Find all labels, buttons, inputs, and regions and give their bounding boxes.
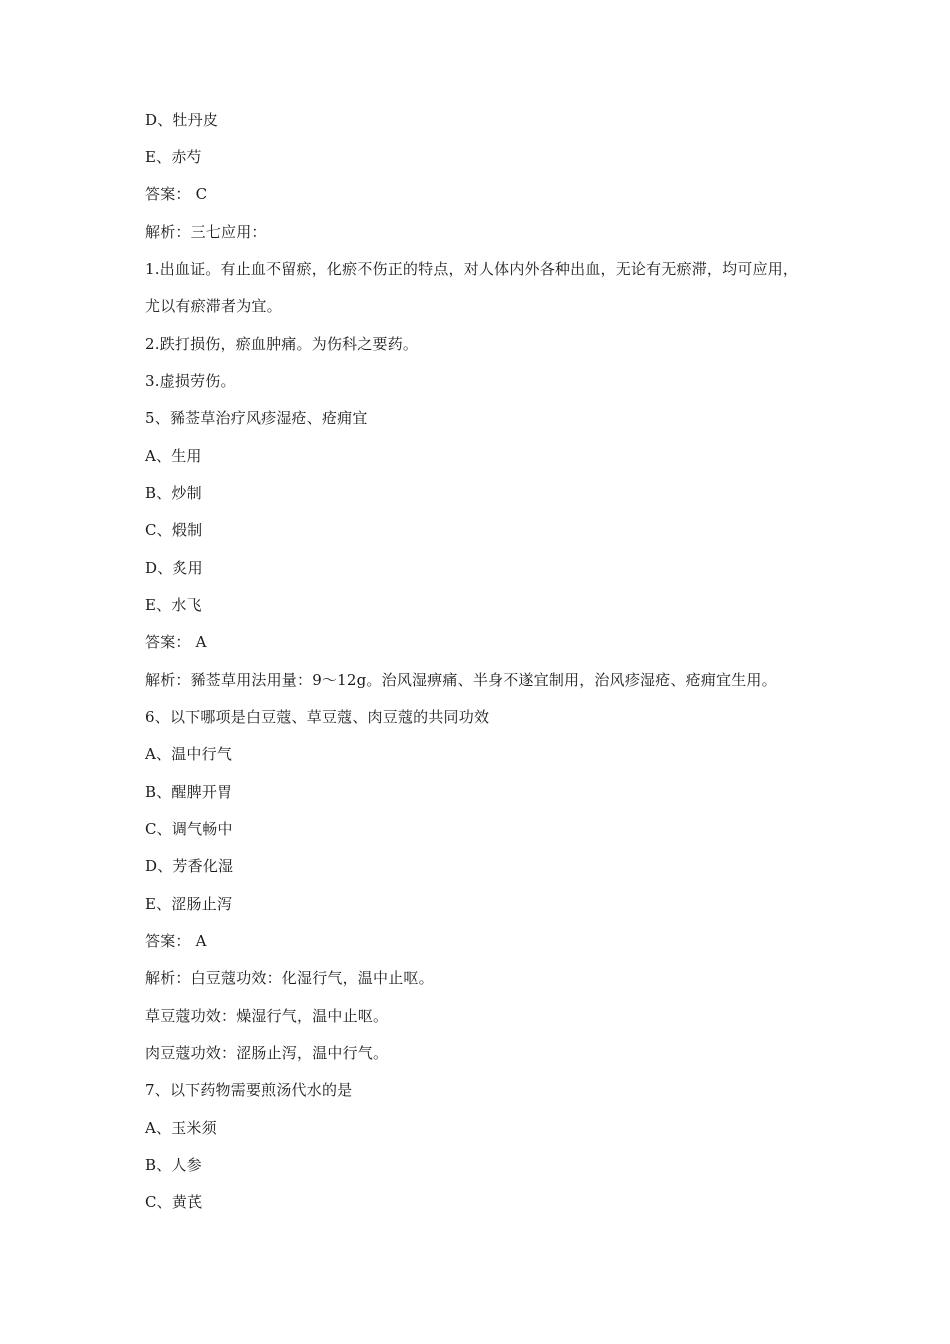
option-c-line: C、黄芪: [145, 1193, 203, 1211]
option-e-line: E、赤芍: [145, 148, 202, 166]
option-e-line: E、涩肠止泻: [145, 895, 233, 913]
explanation-item-3: 3.虚损劳伤。: [145, 372, 236, 390]
answer-line: 答案： A: [145, 932, 207, 950]
option-b-line: B、炒制: [145, 484, 202, 502]
option-c-line: C、调气畅中: [145, 820, 233, 838]
explanation-item-1-cont: 尤以有瘀滞者为宜。: [145, 297, 282, 315]
option-d-line: D、芳香化湿: [145, 857, 234, 875]
option-a-line: A、生用: [145, 447, 202, 465]
option-b-line: B、人参: [145, 1156, 202, 1174]
explanation-item-2: 2.跌打损伤，瘀血肿痛。为伤科之要药。: [145, 335, 419, 353]
option-b-line: B、醒脾开胃: [145, 783, 233, 801]
explanation-line: 解析：白豆蔻功效：化湿行气，温中止呕。: [145, 969, 434, 987]
option-a-line: A、玉米须: [145, 1119, 217, 1137]
explanation-line-3: 肉豆蔻功效：涩肠止泻，温中行气。: [145, 1044, 389, 1062]
answer-line: 答案： A: [145, 633, 207, 651]
option-d-line: D、牡丹皮: [145, 111, 219, 129]
explanation-line: 解析：三七应用：: [145, 223, 267, 241]
explanation-line-2: 草豆蔻功效：燥湿行气，温中止呕。: [145, 1007, 389, 1025]
explanation-line: 解析：豨莶草用法用量：9～12g。治风湿痹痛、半身不遂宜制用，治风疹湿疮、疮痈宜生用。: [145, 671, 777, 689]
question-6: 6、以下哪项是白豆蔻、草豆蔻、肉豆蔻的共同功效: [145, 708, 490, 726]
question-7: 7、以下药物需要煎汤代水的是: [145, 1081, 353, 1099]
question-5: 5、豨莶草治疗风疹湿疮、疮痈宜: [145, 409, 368, 427]
option-a-line: A、温中行气: [145, 745, 233, 763]
option-c-line: C、煅制: [145, 521, 203, 539]
option-e-line: E、水飞: [145, 596, 202, 614]
option-d-line: D、炙用: [145, 559, 203, 577]
explanation-item-1: 1.出血证。有止血不留瘀，化瘀不伤正的特点，对人体内外各种出血，无论有无瘀滞，均可应用，: [145, 260, 799, 278]
answer-line: 答案： C: [145, 185, 208, 203]
